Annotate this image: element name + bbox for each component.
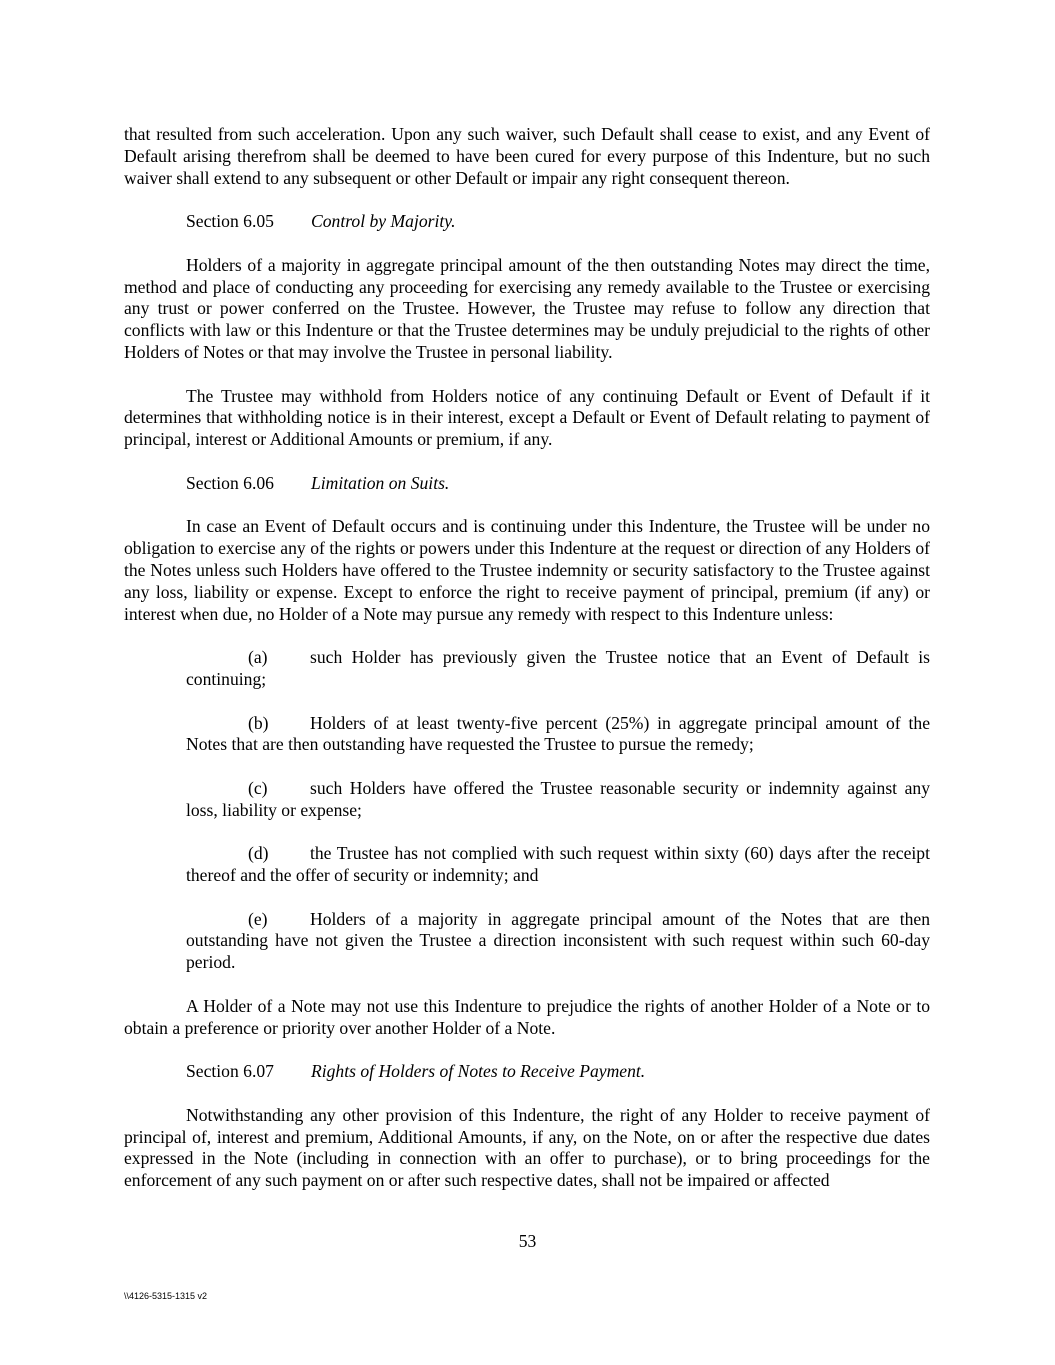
- paragraph-control-by-majority: Holders of a majority in aggregate principal amount of the then outstanding Notes may direct the time, method and place of conducting any proceeding for exercising any remedy available to the Trustee or exercising any trust or power conferred on the Trustee. However, the Trustee may refuse to follow any direction that conflicts with law or this Indenture or that the Trustee determines may be unduly prejudicial to the rights of other Holders of Notes or that may involve the Trustee in personal liability.: [124, 254, 930, 362]
- section-heading-6-07: [124, 1061, 930, 1083]
- section-title: Limitation on Suits.: [311, 472, 450, 493]
- paragraph-rights-to-receive-payment: Notwithstanding any other provision of this Indenture, the right of any Holder to receive payment of principal of, interest and premium, Additional Amounts, if any, on the Note, on or after the respective due dates expressed in the Note (including in connection with an offer to purchase), or to bring proceedings for the enforcement of any such payment on or after such respective dates, shall not be impaired or affected: [124, 1104, 930, 1191]
- section-number: Section 6.05: [186, 211, 274, 232]
- list-item-b: [186, 713, 930, 757]
- list-item-label: (e): [248, 908, 268, 929]
- list-item-text: Holders of a majority in aggregate principal amount of the Notes that are then outstanding have not given the Trustee a direction inconsistent with such request within such 60-day period.: [186, 908, 930, 973]
- list-item-label: (b): [248, 712, 269, 733]
- list-item-label: (a): [248, 647, 268, 668]
- paragraph-limitation-on-suits: In case an Event of Default occurs and is continuing under this Indenture, the Trustee will be under no obligation to exercise any of the rights or powers under this Indenture at the request or direction of any Holders of the Notes unless such Holders have offered to the Trustee indemnity or security satisfactory to the Trustee against any loss, liability or expense. Except to enforce the right to receive payment of principal, premium (if any) or interest when due, no Holder of a Note may pursue any remedy with respect to this Indenture unless:: [124, 516, 930, 624]
- list-item-text: Holders of at least twenty-five percent (25%) in aggregate principal amount of the Notes that are then outstanding have requested the Trustee to pursue the remedy;: [186, 712, 930, 755]
- paragraph-trustee-withhold-notice: The Trustee may withhold from Holders notice of any continuing Default or Event of Default if it determines that withholding notice is in their interest, except a Default or Event of Default relating to payment of principal, interest or Additional Amounts or premium, if any.: [124, 385, 930, 450]
- list-item-text: the Trustee has not complied with such request within sixty (60) days after the receipt thereof and the offer of security or indemnity; and: [186, 843, 930, 886]
- list-item-d: [186, 843, 930, 887]
- document-id: \\4126-5315-1315 v2: [124, 1291, 208, 1301]
- list-item-label: (c): [248, 777, 268, 798]
- section-number: Section 6.07: [186, 1061, 274, 1082]
- section-title: Rights of Holders of Notes to Receive Payment.: [311, 1061, 646, 1082]
- section-heading-6-06: [124, 473, 930, 495]
- document-body: [124, 124, 930, 1192]
- list-item-text: such Holders have offered the Trustee reasonable security or indemnity against any loss, liability or expense;: [186, 777, 930, 820]
- list-item-a: [186, 647, 930, 691]
- list-item-c: [186, 778, 930, 822]
- list-item-text: such Holder has previously given the Trustee notice that an Event of Default is continuing;: [186, 647, 930, 689]
- section-title: Control by Majority.: [311, 211, 456, 232]
- list-item-label: (d): [248, 843, 269, 864]
- section-heading-6-05: [124, 211, 930, 233]
- section-number: Section 6.06: [186, 472, 274, 493]
- paragraph-continuation: that resulted from such acceleration. Upon any such waiver, such Default shall cease to exist, and any Event of Default arising therefrom shall be deemed to have been cured for every purpose of this Indenture, but no such waiver shall extend to any subsequent or other Default or impair any right consequent thereon.: [124, 124, 930, 188]
- paragraph-holder-prejudice: A Holder of a Note may not use this Indenture to prejudice the rights of another Holder of a Note or to obtain a preference or priority over another Holder of a Note.: [124, 995, 930, 1038]
- list-item-e: [186, 909, 930, 974]
- page-number: 53: [518, 1231, 537, 1251]
